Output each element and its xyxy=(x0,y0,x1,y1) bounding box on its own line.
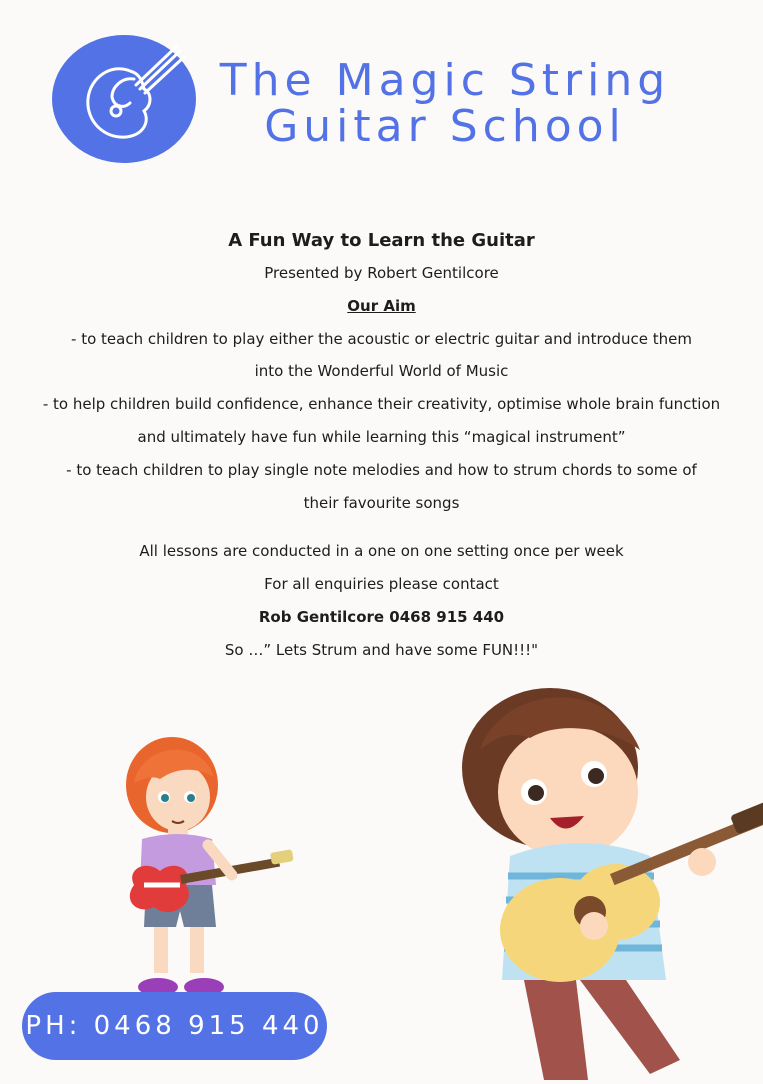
boy-with-acoustic-guitar-illustration xyxy=(440,680,763,1080)
aim-line: - to help children build confidence, enhance their creativity, optimise whole brain function xyxy=(42,395,721,414)
phone-number-badge: PH: 0468 915 440 xyxy=(22,992,327,1060)
enquiries-line: For all enquiries please contact xyxy=(264,575,499,594)
aim-label: Our Aim xyxy=(347,296,416,315)
page-heading: A Fun Way to Learn the Guitar xyxy=(228,230,535,251)
girl-with-electric-guitar-illustration xyxy=(120,735,300,1005)
contact-line: Rob Gentilcore 0468 915 440 xyxy=(258,607,505,626)
school-title xyxy=(200,55,690,152)
tagline: So …” Lets Strum and have some FUN!!!" xyxy=(224,640,539,659)
presenter-line: Presented by Robert Gentilcore xyxy=(264,264,499,282)
lessons-line: All lessons are conducted in a one on one setting once per week xyxy=(139,542,624,561)
title-line-1: The Magic String xyxy=(219,55,671,106)
aim-line: their favourite songs xyxy=(303,493,460,512)
aim-line: - to teach children to play single note melodies and how to strum chords to some of xyxy=(66,460,697,479)
aim-line: and ultimately have fun while learning this “magical instrument” xyxy=(137,427,626,446)
main-content xyxy=(0,225,763,667)
aim-line: into the Wonderful World of Music xyxy=(254,362,509,381)
title-line-2: Guitar School xyxy=(264,101,626,152)
aim-line: - to teach children to play either the acoustic or electric guitar and introduce them xyxy=(71,329,692,348)
guitar-logo-icon xyxy=(52,33,196,165)
